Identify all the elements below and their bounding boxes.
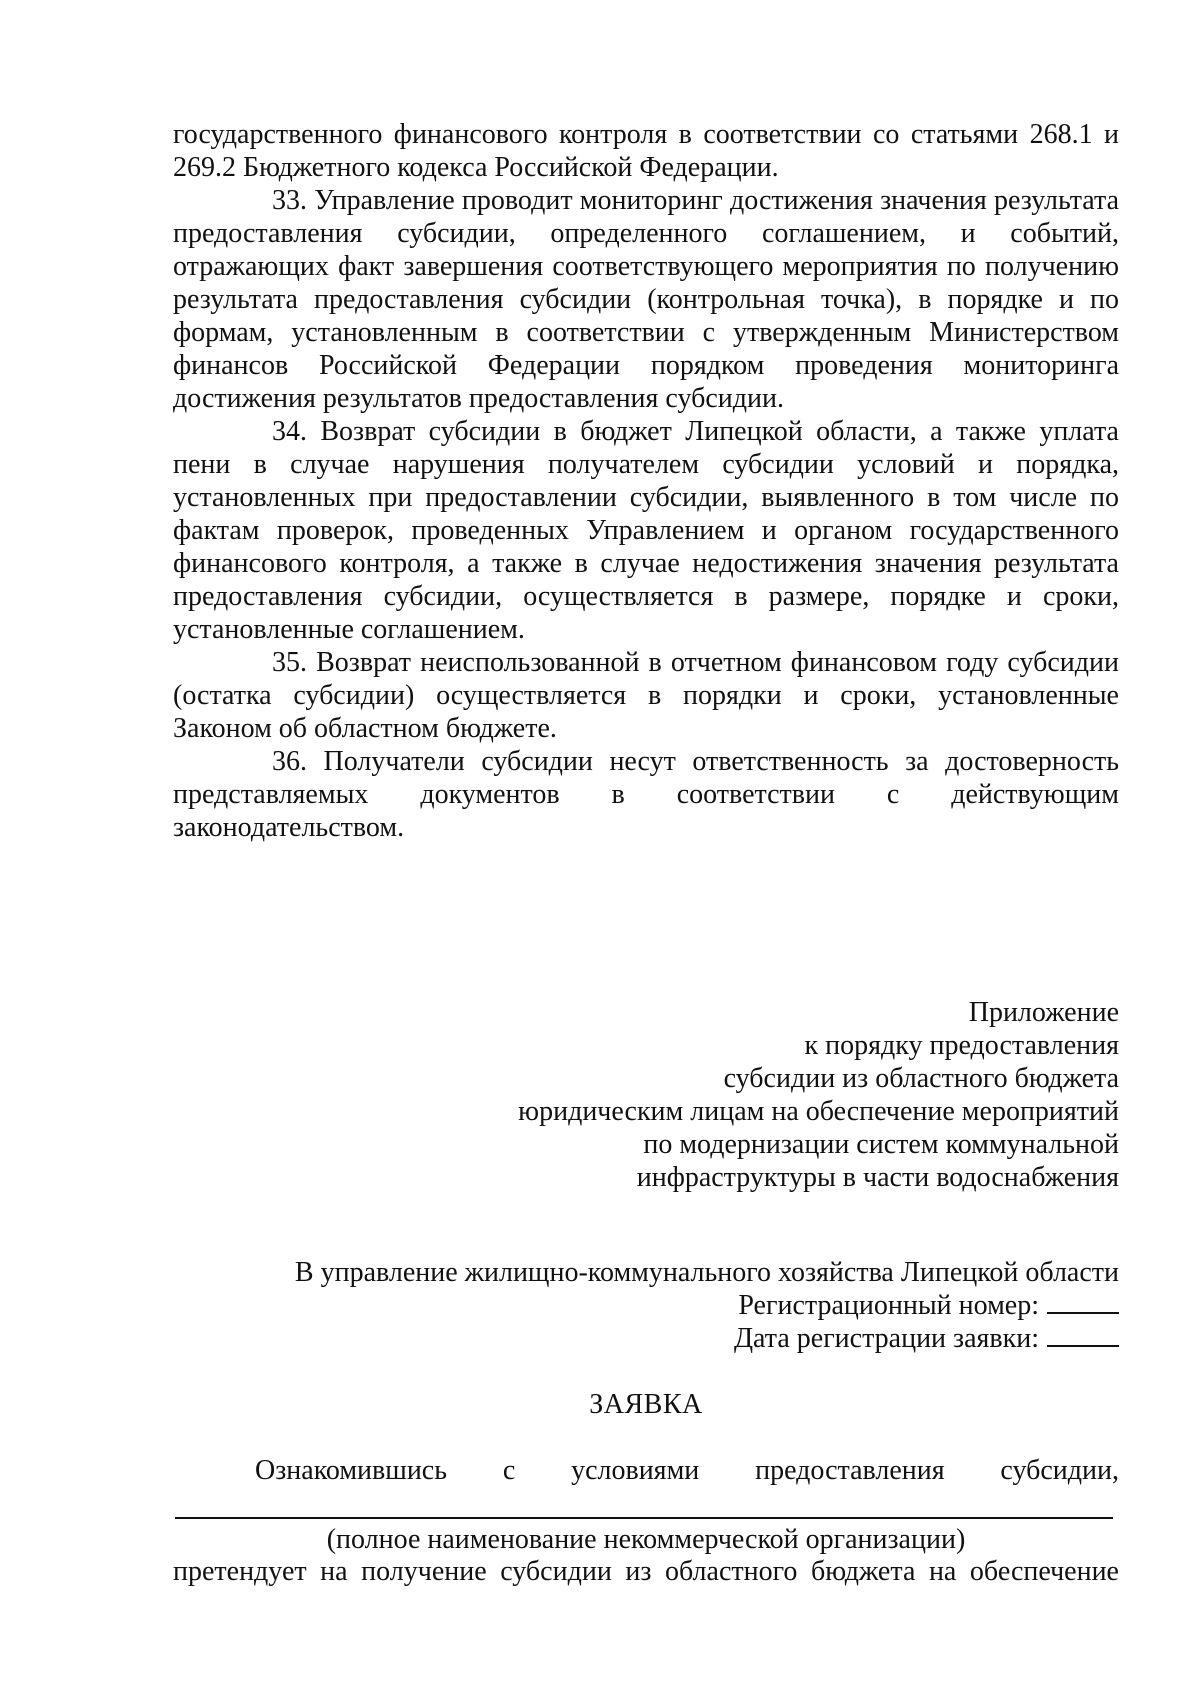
application-title: ЗАЯВКА (589, 1389, 703, 1420)
appendix-line: по модернизации систем коммунальной (643, 1129, 1119, 1160)
appendix-header (173, 996, 1119, 1194)
appendix-line: Приложение (968, 997, 1119, 1028)
paragraph-continuation: государственного финансового контроля в соответствии со статьями 268.1 и 269.2 Бюджетного кодекса Российской Федерации. (173, 119, 1119, 183)
recipient-block (173, 1256, 1119, 1355)
intro-word: субсидии, (1000, 1455, 1119, 1486)
paragraph-33: 33. Управление проводит мониторинг достижения значения результата предоставления субсидии, определенного соглашением, и событий, отражающих факт завершения соответствующего мероприятия по получению результата предоставления субсидии (контрольная точка), в порядке и по формам, установленным в соответствии с утвержденным Министерством финансов Российской Федерации порядком проведения мониторинга достижения результатов предоставления субсидии. (173, 185, 1119, 414)
appendix-line: юридическим лицам на обеспечение мероприятий (518, 1096, 1119, 1127)
recipient-address: В управление жилищно-коммунального хозяйства Липецкой области (294, 1257, 1119, 1288)
registration-number-row (173, 1289, 1119, 1322)
intro-line (173, 1454, 1119, 1487)
paragraph-34: 34. Возврат субсидии в бюджет Липецкой области, а также уплата пени в случае нарушения получателем субсидии условий и порядка, установленных при предоставлении субсидии, выявленного в том числе по фактам проверок, проведенных Управлением и органом государственного финансового контроля, а также в случае недостижения значения результата предоставления субсидии, осуществляется в размере, порядке и сроки, установленные соглашением. (173, 416, 1119, 645)
intro-word: условиями (571, 1455, 700, 1486)
intro-word: с (502, 1455, 516, 1486)
registration-date-field[interactable] (1047, 1323, 1119, 1347)
regulation-text (173, 118, 1119, 844)
appendix-line: субсидии из областного бюджета (723, 1063, 1119, 1094)
application-claim-line: претендует на получение субсидии из областного бюджета на обеспечение (173, 1556, 1119, 1587)
intro-word: предоставления (755, 1455, 945, 1486)
organization-name-caption: (полное наименование некоммерческой организации) (326, 1524, 966, 1555)
paragraph-35: 35. Возврат неиспользованной в отчетном финансовом году субсидии (остатка субсидии) осуществляется в порядки и сроки, установленные Законом об областном бюджете. (173, 647, 1119, 744)
registration-number-label: Регистрационный номер: (738, 1290, 1039, 1321)
registration-date-label: Дата регистрации заявки: (733, 1323, 1039, 1354)
paragraph-36: 36. Получатели субсидии несут ответственность за достоверность представляемых документов в соответствии с действующим законодательством. (173, 746, 1119, 843)
organization-name-field[interactable] (175, 1517, 1113, 1519)
registration-date-row (173, 1322, 1119, 1355)
appendix-line: инфраструктуры в части водоснабжения (636, 1162, 1119, 1193)
registration-number-field[interactable] (1047, 1290, 1119, 1314)
appendix-line: к порядку предоставления (804, 1030, 1119, 1061)
intro-word: Ознакомившись (255, 1455, 448, 1486)
application-intro (173, 1454, 1119, 1487)
